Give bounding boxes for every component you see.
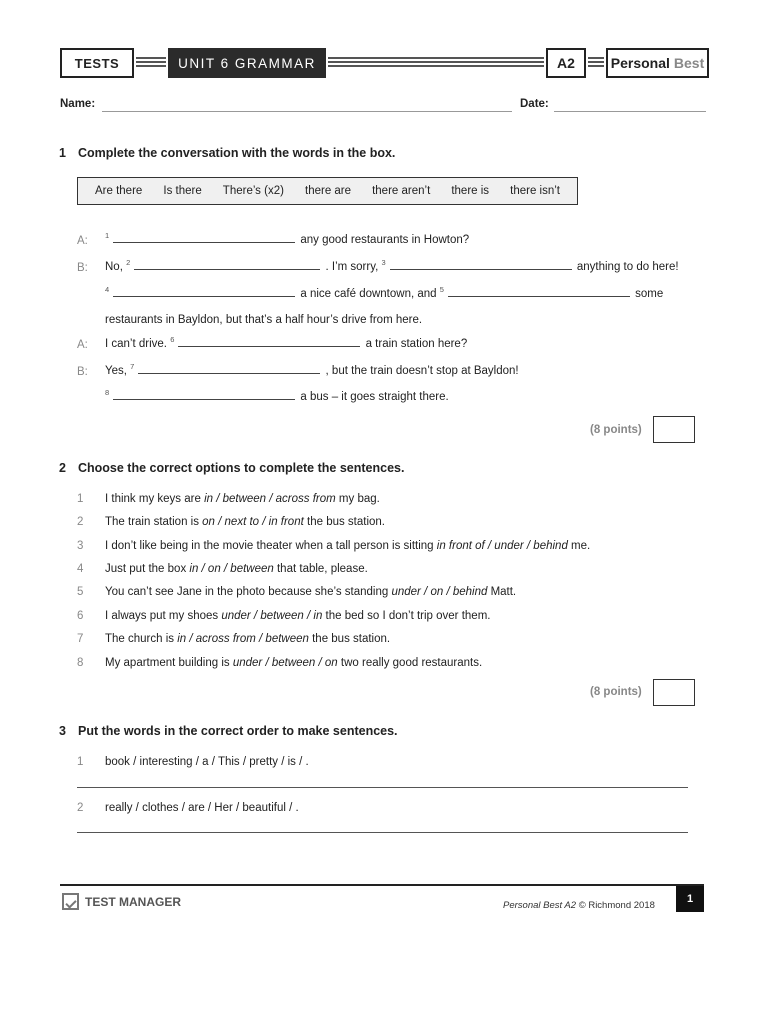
page-number: 1 — [676, 886, 704, 912]
answer-line[interactable] — [77, 832, 688, 833]
sentence — [105, 633, 390, 645]
answer-blank[interactable] — [448, 286, 630, 297]
conversation-line — [105, 388, 449, 403]
conversation-line — [105, 362, 519, 377]
speaker-label: A: — [77, 235, 88, 247]
speaker-label: B: — [77, 262, 88, 274]
footer-divider — [60, 884, 704, 886]
item-number: 3 — [77, 540, 84, 552]
brand-sub: Best — [673, 55, 705, 71]
box-word: there aren’t — [372, 185, 431, 197]
conversation-line — [105, 231, 469, 246]
line-text: anything to do here! — [576, 260, 679, 273]
answer-options[interactable]: in front of / under / behind — [436, 540, 568, 552]
sentence — [105, 540, 590, 552]
speaker-label: A: — [77, 339, 88, 351]
copyright — [503, 900, 655, 911]
item-number: 2 — [77, 516, 84, 528]
question-1-heading — [59, 146, 395, 160]
answer-options[interactable]: in / across from / between — [177, 633, 309, 645]
sentence — [105, 586, 516, 598]
name-label: Name: — [60, 98, 96, 110]
score-box[interactable] — [653, 416, 695, 443]
line-text: a bus – it goes straight there. — [300, 390, 449, 403]
sentence-end: me. — [567, 540, 591, 552]
item-number: 8 — [77, 657, 84, 669]
gap-number: 8 — [105, 388, 110, 397]
sentence-end: that table, please. — [273, 563, 368, 575]
date-field[interactable] — [554, 99, 706, 112]
sentence-start: I think my keys are — [105, 493, 205, 505]
answer-blank[interactable] — [390, 259, 572, 270]
sentence-start: I always put my shoes — [105, 610, 222, 622]
sentence-end: Matt. — [487, 586, 517, 598]
box-word: there is — [451, 185, 490, 197]
question-number: 2 — [59, 461, 66, 475]
gap-number: 1 — [105, 231, 110, 240]
answer-blank[interactable] — [138, 363, 320, 374]
sentence — [105, 563, 368, 575]
item-number: 4 — [77, 563, 84, 575]
line-text: a train station here? — [365, 337, 468, 350]
line-text: I can’t drive. — [105, 337, 167, 350]
sentence-end: the bus station. — [308, 633, 391, 645]
points-label: (8 points) — [590, 686, 642, 698]
line-text: any good restaurants in Howton? — [300, 233, 470, 246]
points-label: (8 points) — [590, 424, 642, 436]
gap-number: 3 — [381, 258, 386, 267]
line-text: a nice café downtown, and — [300, 287, 437, 300]
box-word: there isn’t — [510, 185, 560, 197]
question-title: Complete the conversation with the words in the box. — [78, 146, 396, 160]
conversation-line — [105, 285, 663, 300]
answer-blank[interactable] — [178, 336, 360, 347]
question-number: 1 — [59, 146, 66, 160]
question-3-heading — [59, 724, 398, 738]
tests-label: TESTS — [60, 48, 134, 78]
line-text: No, — [105, 260, 123, 273]
sentence — [105, 516, 385, 528]
line-text: some — [635, 287, 664, 300]
gap-number: 7 — [130, 362, 135, 371]
question-title: Put the words in the correct order to make sentences. — [78, 724, 398, 738]
date-label: Date: — [520, 98, 549, 110]
sentence-start: My apartment building is — [105, 657, 233, 669]
brand-main: Personal — [610, 55, 670, 71]
conversation-line — [105, 258, 679, 273]
line-text: . I’m sorry, — [325, 260, 379, 273]
answer-options[interactable]: on / next to / in front — [202, 516, 304, 528]
answer-blank[interactable] — [113, 232, 295, 243]
scrambled-words: really / clothes / are / Her / beautiful / . — [105, 802, 299, 814]
sentence-start: The church is — [105, 633, 178, 645]
speaker-label: B: — [77, 366, 88, 378]
score-box[interactable] — [653, 679, 695, 706]
item-number: 7 — [77, 633, 84, 645]
answer-options[interactable]: under / between / on — [232, 657, 338, 669]
box-word: There’s (x2) — [222, 185, 284, 197]
header-stripes — [136, 57, 166, 69]
answer-blank[interactable] — [113, 286, 295, 297]
answer-options[interactable]: under / between / in — [221, 610, 323, 622]
answer-line[interactable] — [77, 787, 688, 788]
checkbox-icon — [62, 893, 79, 910]
brand-logo — [606, 48, 709, 78]
line-text: , but the train doesn’t stop at Bayldon! — [325, 364, 519, 377]
item-number: 1 — [77, 493, 84, 505]
header-stripes — [328, 57, 544, 69]
name-field[interactable] — [102, 99, 512, 112]
sentence — [105, 610, 490, 622]
sentence-start: Just put the box — [105, 563, 190, 575]
question-title: Choose the correct options to complete the sentences. — [78, 461, 405, 475]
copyright-title: Personal Best A2 — [503, 900, 577, 911]
test-manager-label: TEST MANAGER — [85, 894, 181, 909]
conversation-line: restaurants in Bayldon, but that’s a half hour’s drive from here. — [105, 314, 423, 326]
unit-title: UNIT 6 GRAMMAR — [168, 48, 326, 78]
question-2-heading — [59, 461, 404, 475]
gap-number: 5 — [439, 285, 444, 294]
scrambled-words: book / interesting / a / This / pretty / is / . — [105, 756, 309, 768]
level-badge: A2 — [546, 48, 586, 78]
item-number: 1 — [77, 756, 84, 768]
sentence — [105, 657, 482, 669]
answer-blank[interactable] — [134, 259, 320, 270]
gap-number: 6 — [170, 335, 175, 344]
sentence-start: You can’t see Jane in the photo because she’s standing — [105, 586, 392, 598]
sentence-end: the bed so I don’t trip over them. — [322, 610, 491, 622]
sentence-end: my bag. — [335, 493, 380, 505]
header-stripes — [588, 57, 604, 69]
line-text: Yes, — [105, 364, 127, 377]
item-number: 6 — [77, 610, 84, 622]
sentence-start: The train station is — [105, 516, 203, 528]
answer-options[interactable]: under / on / behind — [391, 586, 488, 598]
gap-number: 2 — [126, 258, 131, 267]
box-word: Is there — [163, 185, 202, 197]
test-manager-logo — [62, 893, 181, 910]
copyright-text: © Richmond 2018 — [576, 900, 655, 911]
answer-options[interactable]: in / on / between — [189, 563, 274, 575]
sentence-end: two really good restaurants. — [337, 657, 483, 669]
conversation-line — [105, 335, 467, 350]
gap-number: 4 — [105, 285, 110, 294]
item-number: 5 — [77, 586, 84, 598]
sentence-end: the bus station. — [303, 516, 386, 528]
sentence-start: I don’t like being in the movie theater when a tall person is sitting — [105, 540, 437, 552]
word-box — [77, 177, 578, 205]
item-number: 2 — [77, 802, 84, 814]
box-word: Are there — [95, 185, 143, 197]
question-number: 3 — [59, 724, 66, 738]
answer-blank[interactable] — [113, 389, 295, 400]
answer-options[interactable]: in / between / across from — [204, 493, 336, 505]
sentence — [105, 493, 380, 505]
box-word: there are — [305, 185, 352, 197]
